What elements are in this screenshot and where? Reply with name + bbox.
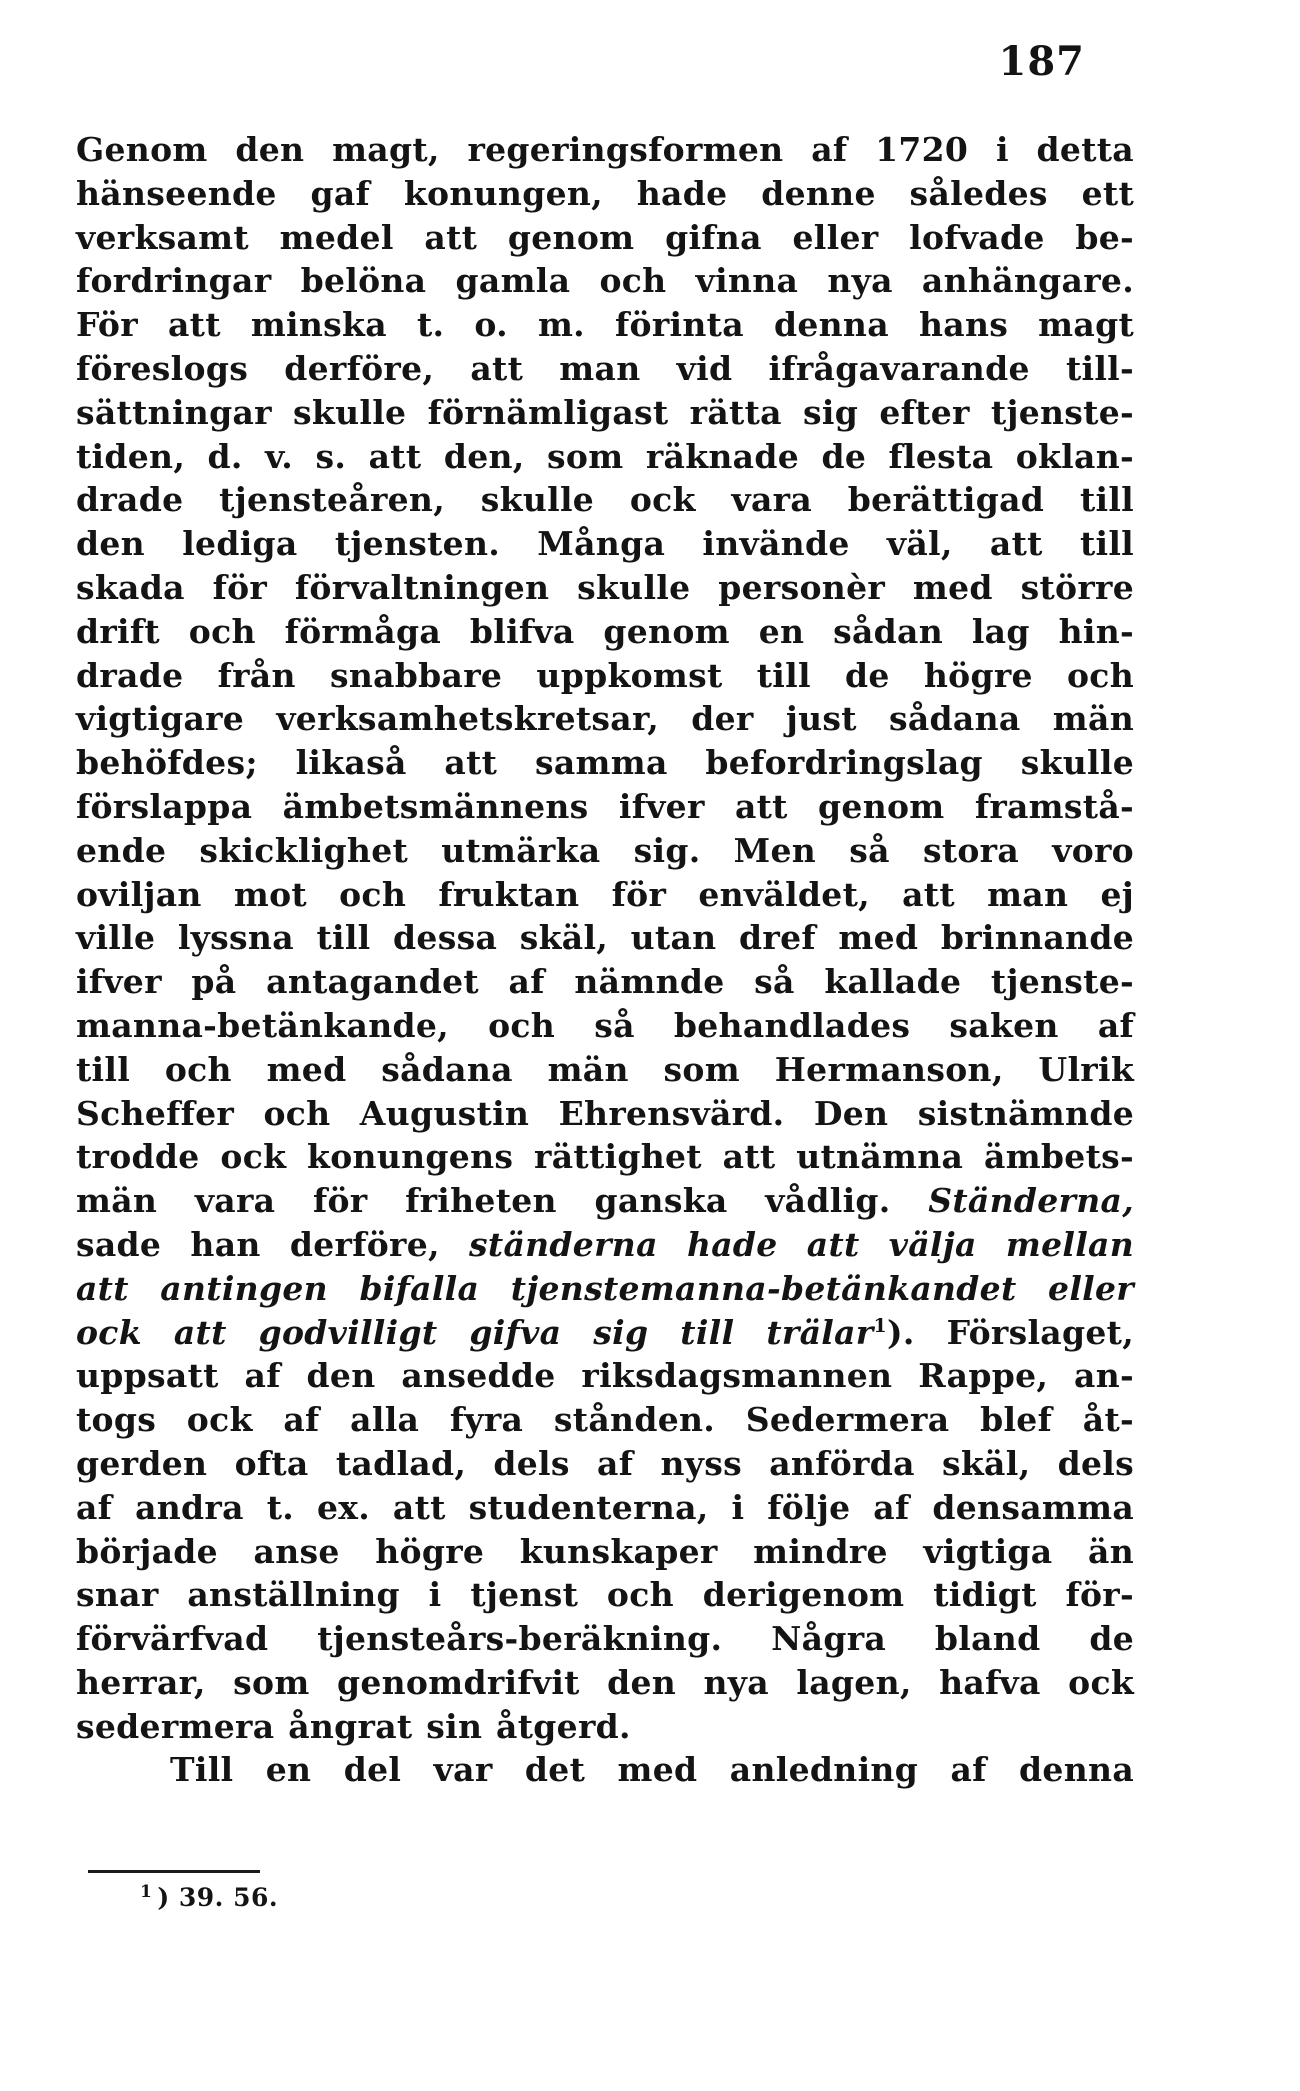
text-line: tiden, d. v. s. att den, som räknade de flesta oklan-: [76, 436, 1134, 476]
text-line: till och med sådana män som Hermanson, Ulrik: [76, 1049, 1134, 1089]
text-line: Genom den magt, regeringsformen af 1720 i detta: [76, 130, 1134, 169]
text-line: drade tjensteåren, skulle ock vara berättigad till: [76, 480, 1134, 520]
page-number: 187: [998, 38, 1085, 85]
paragraph-end-line: sedermera ångrat sin åtgerd.: [76, 1706, 631, 1746]
italic-segment: Ständerna,: [928, 1181, 1134, 1221]
text-line: ville lyssna till dessa skäl, utan dref med brinnande: [76, 918, 1134, 958]
text-line: fordringar belöna gamla och vinna nya anhängare.: [76, 261, 1134, 301]
text-line: den lediga tjensten. Många invände väl, att till: [76, 524, 1134, 564]
text-line: började anse högre kunskaper mindre vigtiga än: [76, 1531, 1134, 1571]
footnote-reference: 1: [873, 1314, 887, 1337]
text-line: skada för förvaltningen skulle personèr med större: [76, 567, 1134, 607]
text-segment: män vara för friheten ganska vådlig.: [76, 1181, 891, 1221]
text-segment: sade han derföre,: [76, 1224, 440, 1264]
text-line: trodde ock konungens rättighet att utnämna ämbets-: [76, 1137, 1134, 1177]
italic-segment: ständerna hade att välja mellan: [469, 1224, 1135, 1264]
text-line: ifver på antagandet af nämnde så kallade tjenste-: [76, 962, 1134, 1002]
text-line: ende skicklighet utmärka sig. Men så stora voro: [76, 830, 1134, 870]
text-line: herrar, som genomdrifvit den nya lagen, hafva ock: [76, 1662, 1134, 1702]
footnote-rule: [88, 1870, 260, 1873]
text-line: gerden ofta tadlad, dels af nyss anförda skäl, dels: [76, 1443, 1134, 1483]
text-line: Scheffer och Augustin Ehrensvärd. Den sistnämnde: [76, 1093, 1134, 1133]
text-line: af andra t. ex. att studenterna, i följe af densamma: [76, 1487, 1134, 1527]
italic-segment: ock att godvilligt gifva sig till trälar: [76, 1312, 874, 1352]
text-line-mixed: [76, 1311, 1134, 1355]
text-line: snar anställning i tjenst och derigenom tidigt för-: [76, 1575, 1134, 1615]
text-line-mixed: [76, 1179, 1134, 1223]
text-line: togs ock af alla fyra stånden. Sedermera blef åt-: [76, 1400, 1134, 1440]
text-line: För att minska t. o. m. förinta denna hans magt: [76, 305, 1134, 345]
text-line: verksamt medel att genom gifna eller lofvade be-: [76, 217, 1134, 257]
text-line: oviljan mot och fruktan för enväldet, att man ej: [76, 874, 1134, 914]
footnote-text: ) 39. 56.: [157, 1883, 279, 1912]
text-line: uppsatt af den ansedde riksdagsmannen Rappe, an-: [76, 1356, 1134, 1396]
text-line: drift och förmåga blifva genom en sådan lag hin-: [76, 611, 1134, 651]
text-line-mixed: [76, 1223, 1134, 1267]
text-line: vigtigare verksamhetskretsar, der just sådana män: [76, 699, 1134, 739]
body-text: [76, 128, 1134, 1792]
text-segment: ). Förslaget,: [886, 1312, 1134, 1352]
text-line: föreslogs derföre, att man vid ifrågavarande till-: [76, 348, 1134, 388]
text-line: förvärfvad tjensteårs-beräkning. Några bland de: [76, 1619, 1134, 1659]
paragraph-start-line: Till en del var det med anledning af denna: [170, 1750, 1134, 1790]
text-line: förslappa ämbetsmännens ifver att genom framstå-: [76, 786, 1134, 826]
text-line: sättningar skulle förnämligast rätta sig efter tjenste-: [76, 392, 1134, 432]
text-line: hänseende gaf konungen, hade denne således ett: [76, 173, 1134, 213]
footnote: [140, 1882, 278, 1914]
footnote-mark: 1: [140, 1881, 153, 1902]
text-line: behöfdes; likaså att samma befordringslag skulle: [76, 743, 1134, 783]
text-line: drade från snabbare uppkomst till de högre och: [76, 655, 1134, 695]
text-line: manna-betänkande, och så behandlades saken af: [76, 1005, 1134, 1045]
italic-line: att antingen bifalla tjenstemanna-betänkandet eller: [76, 1268, 1134, 1308]
